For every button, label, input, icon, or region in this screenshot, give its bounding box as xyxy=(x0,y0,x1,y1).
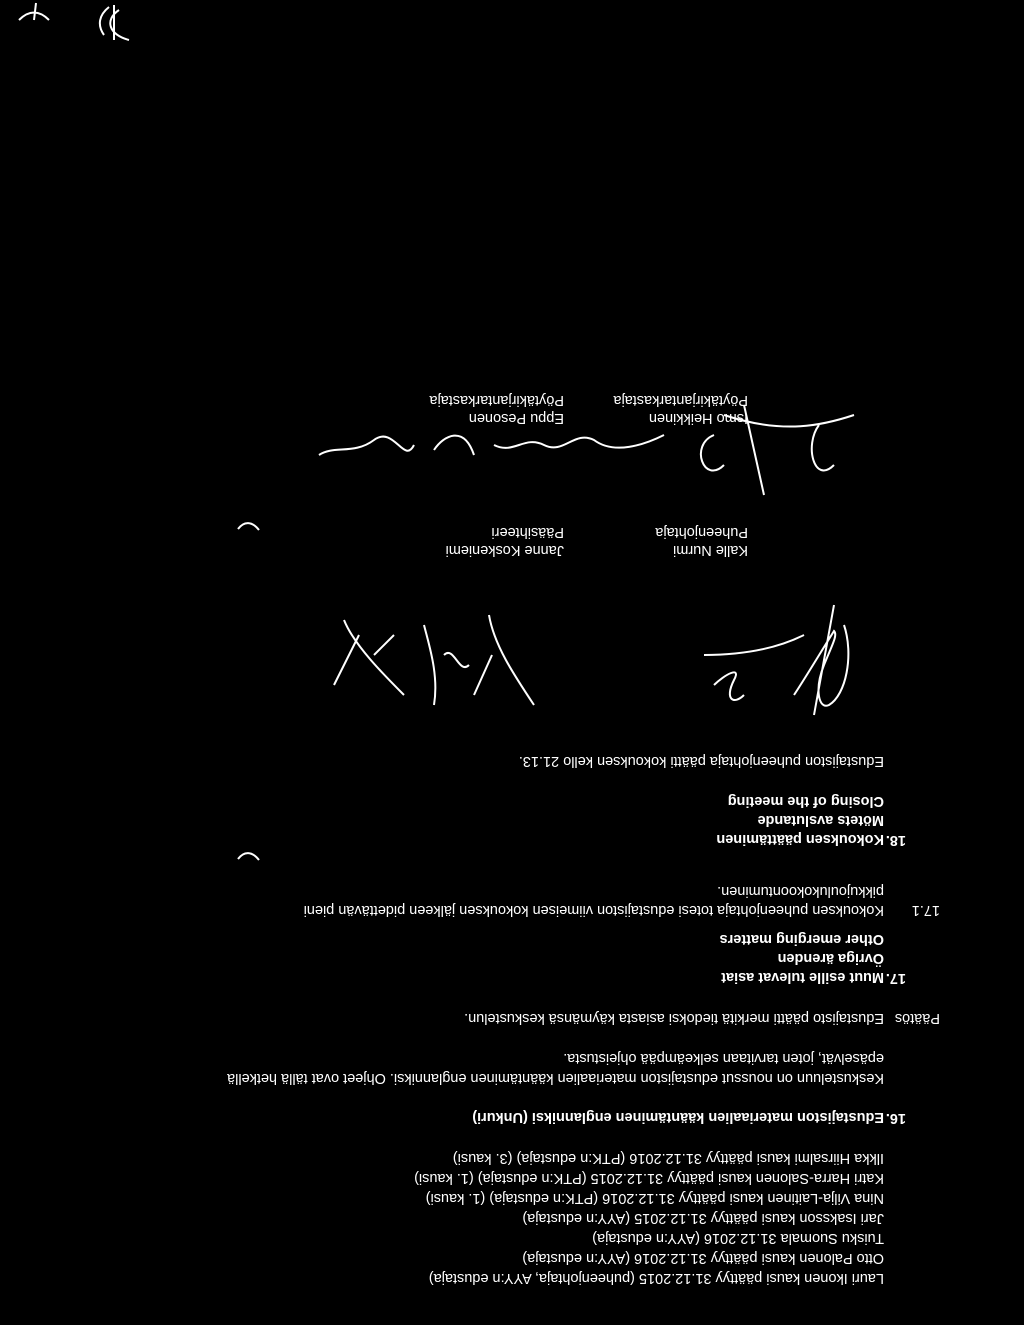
signatory-name: Janne Koskeniemi xyxy=(445,542,564,558)
signatory-role: Pöytäkirjantarkastaja xyxy=(613,392,748,408)
margin-mark xyxy=(234,840,264,865)
section-number: 18. xyxy=(885,832,906,848)
signatory-role: Pääsihteeri xyxy=(491,524,564,540)
signatory-role: Puheenjohtaja xyxy=(655,524,748,540)
section-number: 16. xyxy=(885,1110,906,1126)
section-number: 17. xyxy=(885,970,906,986)
section-heading-en: Other emerging matters xyxy=(719,931,884,947)
margin-mark xyxy=(234,510,264,535)
list-item: Tuisku Suomala 31.12.2016 (AYY:n edustaja) xyxy=(592,1230,884,1246)
section-body: Keskusteluun on noussut edustajiston materiaalien kääntäminen englanniksi. Ohjeet ovat tällä hetkellä xyxy=(227,1070,884,1086)
signatory-name: Eppu Pesonen xyxy=(468,410,564,426)
list-item: Jari Isaksson kausi päättyy 31.12.2015 (AYY:n edustaja) xyxy=(522,1210,884,1226)
initials-mark xyxy=(89,0,139,45)
handwritten-signature xyxy=(634,595,874,735)
section-heading: Muut esille tulevat asiat xyxy=(721,969,884,985)
decision-text: Edustajisto päätti merkitä tiedoksi asiasta käymänsä keskustelun. xyxy=(464,1010,884,1026)
subsection-body: Kokouksen puheenjohtaja totesi edustajiston viimeisen kokouksen jälkeen pidettävän pieni xyxy=(303,902,884,918)
signatory-name: Ismo Heikkinen xyxy=(648,410,748,426)
list-item: Nina Vilja-Laitinen kausi päättyy 31.12.2016 (PTK:n edustaja) (1. kausi) xyxy=(425,1190,884,1206)
list-item: Otto Palonen kausi päättyy 31.12.2016 (AYY:n edustaja) xyxy=(522,1250,884,1266)
handwritten-signature xyxy=(274,605,434,715)
section-heading: Edustajiston materiaalien kääntäminen englanniksi (Unkuri) xyxy=(472,1109,884,1125)
subsection-body: pikkujoulukokoontuminen. xyxy=(717,883,884,899)
section-heading-sv: Övriga ärenden xyxy=(777,950,884,966)
section-heading-en: Closing of the meeting xyxy=(727,793,884,809)
section-heading: Kokouksen päättäminen xyxy=(716,831,884,847)
decision-label: Päätös xyxy=(894,1010,940,1026)
subsection-number: 17.1 xyxy=(911,902,940,918)
signatory-role: Pöytäkirjantarkastaja xyxy=(429,392,564,408)
signatory-name: Kalle Nurmi xyxy=(673,542,748,558)
section-body: Edustajiston puheenjohtaja päätti kokouksen kello 21.13. xyxy=(518,753,884,769)
list-item: Katri Harra-Salonen kausi päättyy 31.12.2015 (PTK:n edustaja) (1. kausi) xyxy=(414,1170,884,1186)
list-item: Ilkka Hiirsalmi kausi päättyy 31.12.2016 (PTK:n edustaja) (3. kausi) xyxy=(452,1150,884,1166)
section-heading-sv: Mötets avslutande xyxy=(757,812,884,828)
initials-mark xyxy=(14,0,54,25)
list-item: Lauri Ikonen kausi päättyy 31.12.2015 (puheenjohtaja, AYY:n edustaja) xyxy=(428,1270,884,1286)
section-body: epäselvät, joten tarvitaan selkeämpää ohjeistusta. xyxy=(563,1050,884,1066)
